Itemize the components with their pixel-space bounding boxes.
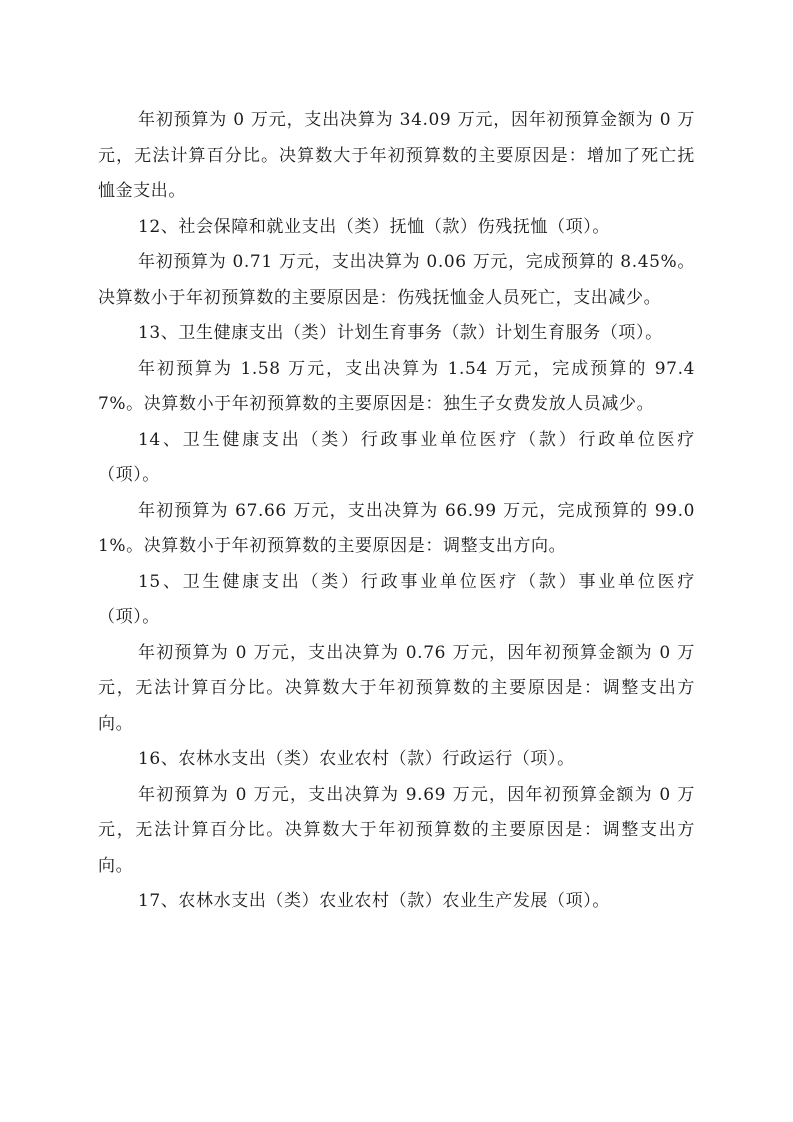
paragraph-item-11-explanation: 年初预算为 0 万元，支出决算为 34.09 万元，因年初预算金额为 0 万元，无法计算百分比。决算数大于年初预算数的主要原因是：增加了死亡抚恤金支出。: [98, 110, 695, 201]
paragraph-item-13-explanation: 年初预算为 1.58 万元，支出决算为 1.54 万元，完成预算的 97.47%。决算数小于年初预算数的主要原因是：独生子女费发放人员减少。: [98, 358, 695, 414]
document-body: [98, 103, 695, 920]
paragraph-item-13-heading: 13、卫生健康支出（类）计划生育事务（款）计划生育服务（项）。: [138, 323, 663, 343]
paragraph-item-16-explanation: 年初预算为 0 万元，支出决算为 9.69 万元，因年初预算金额为 0 万元，无法计算百分比。决算数大于年初预算数的主要原因是：调整支出方向。: [98, 784, 695, 876]
paragraph-item-12-explanation: 年初预算为 0.71 万元，支出决算为 0.06 万元，完成预算的 8.45%。决算数小于年初预算数的主要原因是：伤残抚恤金人员死亡，支出减少。: [98, 252, 695, 308]
paragraph-item-14-heading: 14、卫生健康支出（类）行政事业单位医疗（款）行政单位医疗（项）。: [98, 429, 695, 485]
paragraph-item-16-heading: 16、农林水支出（类）农业农村（款）行政运行（项）。: [138, 749, 575, 769]
paragraph-item-15-heading: 15、卫生健康支出（类）行政事业单位医疗（款）事业单位医疗（项）。: [98, 571, 695, 627]
paragraph-item-14-explanation: 年初预算为 67.66 万元，支出决算为 66.99 万元，完成预算的 99.01%。决算数小于年初预算数的主要原因是：调整支出方向。: [98, 500, 695, 556]
paragraph-item-17-heading: 17、农林水支出（类）农业农村（款）农业生产发展（项）。: [138, 891, 610, 911]
paragraph-item-15-explanation: 年初预算为 0 万元，支出决算为 0.76 万元，因年初预算金额为 0 万元，无法计算百分比。决算数大于年初预算数的主要原因是：调整支出方向。: [98, 642, 695, 734]
paragraph-item-12-heading: 12、社会保障和就业支出（类）抚恤（款）伤残抚恤（项）。: [138, 216, 610, 237]
